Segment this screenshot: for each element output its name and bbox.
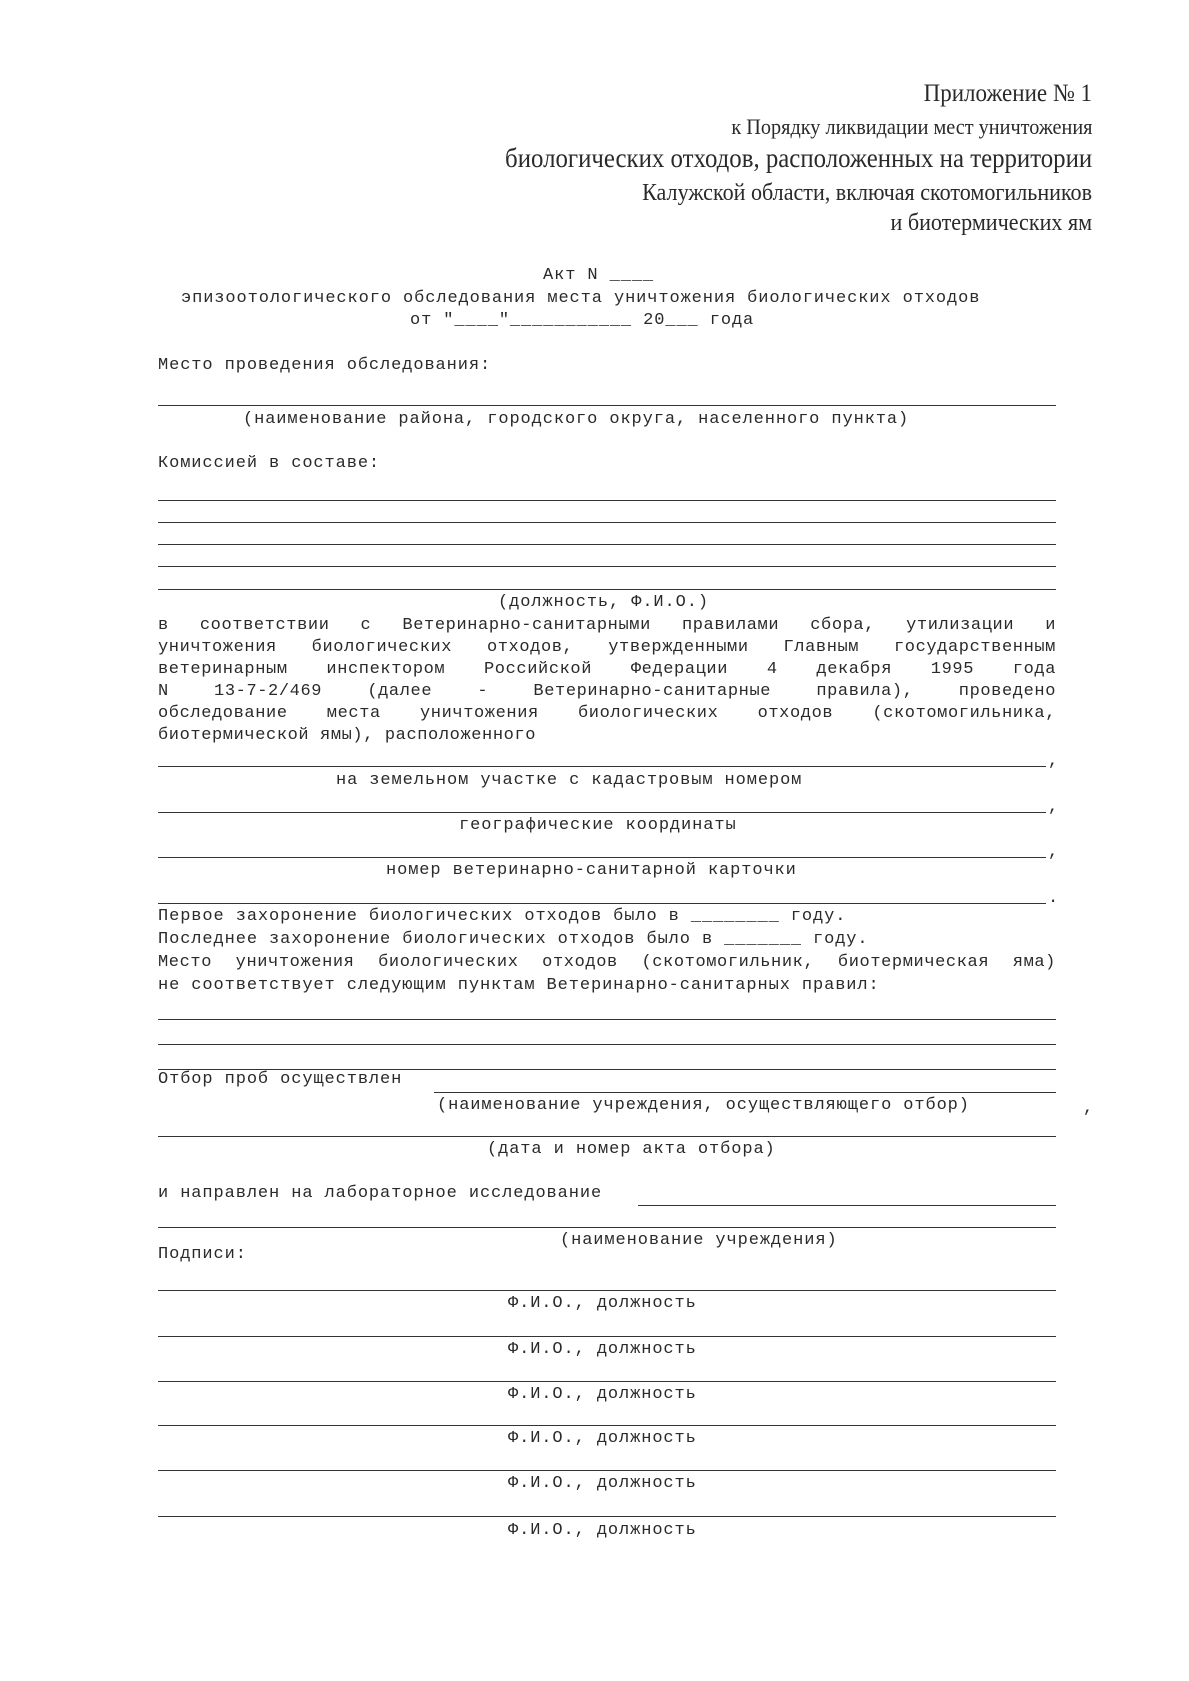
cadastral-line	[158, 812, 1046, 813]
last-burial: Последнее захоронение биологических отходов было в _______ году.	[158, 930, 869, 949]
lab-caption: (наименование учреждения)	[560, 1231, 838, 1250]
commission-line	[158, 500, 1056, 501]
appendix-line-3: биологических отходов, расположенных на территории	[504, 143, 1092, 173]
coords-caption: географические координаты	[459, 816, 737, 835]
act-date: от "____"___________ 20___ года	[410, 311, 755, 330]
signature-caption: Ф.И.О., должность	[508, 1385, 697, 1404]
body-line-2: уничтожения биологических отходов, утвержденными Главным государственным	[158, 638, 1056, 657]
coords-comma: ,	[1048, 843, 1060, 862]
commission-line	[158, 522, 1056, 523]
noncompliance-line	[158, 1019, 1056, 1020]
appendix-line-2: к Порядку ликвидации мест уничтожения	[730, 114, 1092, 139]
place-line	[158, 405, 1056, 406]
body-line-5: обследование места уничтожения биологических отходов (скотомогильника,	[158, 704, 1056, 723]
card-period: .	[1048, 889, 1060, 908]
appendix-line-5: и биотермических ям	[890, 210, 1092, 236]
signature-caption: Ф.И.О., должность	[508, 1521, 697, 1540]
first-burial: Первое захоронение биологических отходов было в ________ году.	[158, 907, 847, 926]
sampling-label: Отбор проб осуществлен	[158, 1070, 403, 1089]
signature-caption: Ф.И.О., должность	[508, 1429, 697, 1448]
signature-line	[158, 1381, 1056, 1382]
cadastral-caption: на земельном участке с кадастровым номером	[336, 771, 803, 790]
signature-line	[158, 1470, 1056, 1471]
commission-line	[158, 544, 1056, 545]
commission-label: Комиссией в составе:	[158, 454, 381, 473]
appendix-line-4: Калужской области, включая скотомогильников	[642, 180, 1092, 206]
commission-caption: (должность, Ф.И.О.)	[498, 593, 709, 612]
cadastral-comma: ,	[1048, 798, 1060, 817]
signature-caption: Ф.И.О., должность	[508, 1294, 697, 1313]
body-line-6: биотермической ямы), расположенного	[158, 726, 537, 745]
act-title: Акт N ____	[543, 266, 655, 285]
noncompliance-line	[158, 1044, 1056, 1045]
signature-line	[158, 1425, 1056, 1426]
signature-line	[158, 1336, 1056, 1337]
lab-label: и направлен на лабораторное исследование	[158, 1184, 603, 1203]
signature-line	[158, 1290, 1056, 1291]
sampling-caption-1: (наименование учреждения, осуществляющего отбор)	[437, 1096, 970, 1115]
signature-caption: Ф.И.О., должность	[508, 1340, 697, 1359]
signatures-label: Подписи:	[158, 1245, 247, 1264]
sampling-comma: ,	[1083, 1099, 1095, 1118]
place-label: Место проведения обследования:	[158, 356, 492, 375]
sampling-line	[434, 1092, 1056, 1093]
commission-line	[158, 566, 1056, 567]
location-line	[158, 766, 1046, 767]
sampling-date-line	[158, 1136, 1056, 1137]
sampling-caption-2: (дата и номер акта отбора)	[487, 1140, 776, 1159]
place-caption: (наименование района, городского округа, населенного пункта)	[243, 410, 910, 429]
lab-line	[638, 1205, 1056, 1206]
appendix-number: Приложение № 1	[923, 80, 1092, 107]
lab-line-2	[158, 1227, 1056, 1228]
card-line	[158, 903, 1046, 904]
signature-caption: Ф.И.О., должность	[508, 1474, 697, 1493]
card-caption: номер ветеринарно-санитарной карточки	[386, 861, 797, 880]
commission-line	[158, 589, 1056, 590]
act-subtitle: эпизоотологического обследования места уничтожения биологических отходов	[181, 289, 981, 308]
signature-line	[158, 1516, 1056, 1517]
body-line-1: в соответствии с Ветеринарно-санитарными правилами сбора, утилизации и	[158, 616, 1056, 635]
body-line-3: ветеринарным инспектором Российской Федерации 4 декабря 1995 года	[158, 660, 1056, 679]
noncompliance-line-2: не соответствует следующим пунктам Ветеринарно-санитарных правил:	[158, 976, 880, 995]
coords-line	[158, 857, 1046, 858]
location-comma: ,	[1048, 752, 1060, 771]
body-line-4: N 13-7-2/469 (далее - Ветеринарно-санитарные правила), проведено	[158, 682, 1056, 701]
noncompliance-line-1: Место уничтожения биологических отходов (скотомогильник, биотермическая яма)	[158, 953, 1056, 972]
